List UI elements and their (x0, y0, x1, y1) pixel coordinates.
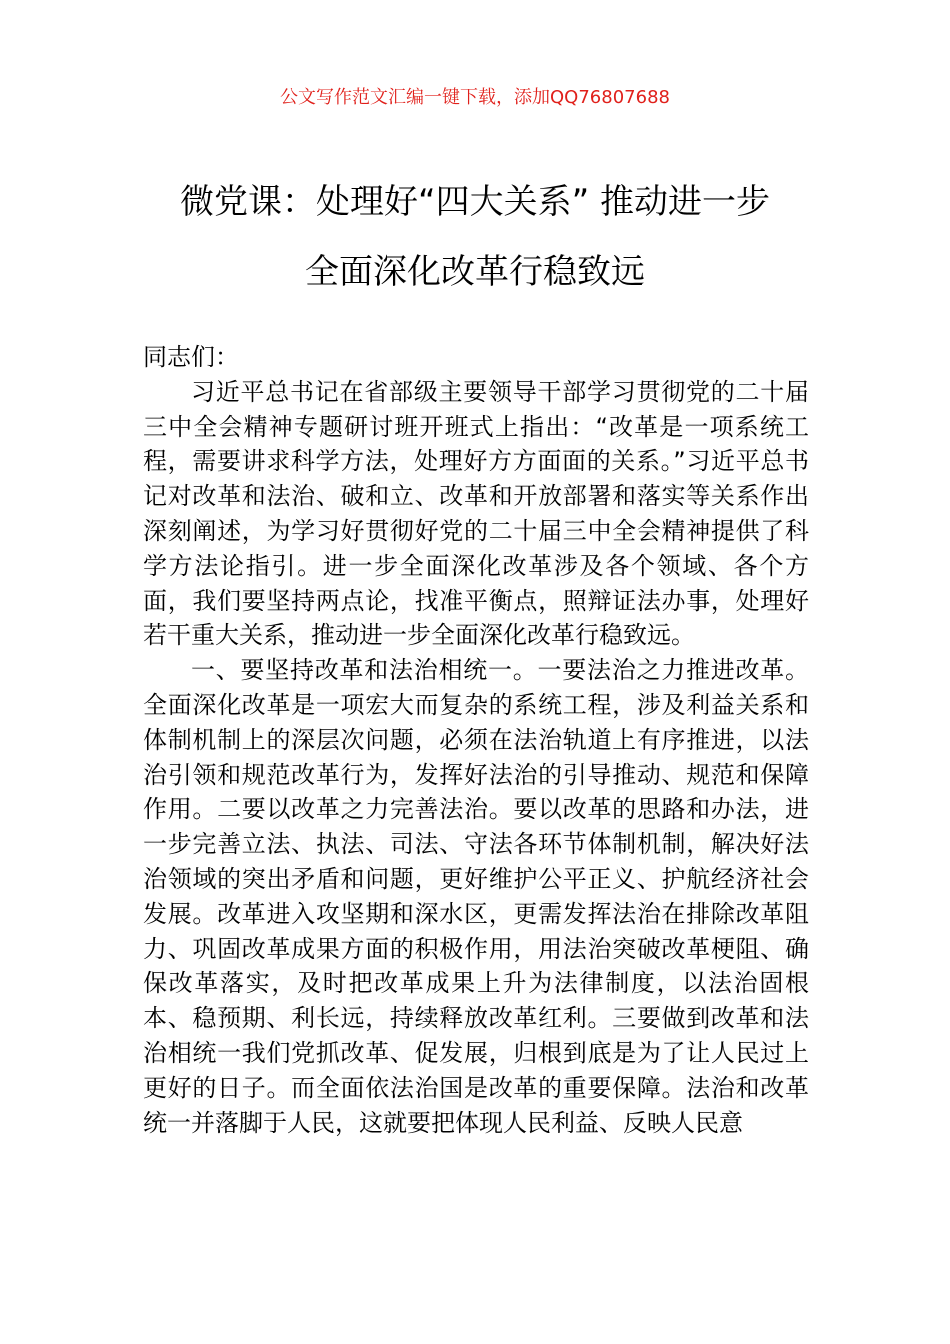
paragraph-section-1: 一、要坚持改革和法治相统一。一要法治之力推进改革。全面深化改革是一项宏大而复杂的系统工程，涉及利益关系和体制机制上的深层次问题，必须在法治轨道上有序推进，以法治引领和规范改革行为，发挥好法治的引导推动、规范和保障作用。二要以改革之力完善法治。要以改革的思路和办法，进一步完善立法、执法、司法、守法各环节体制机制，解决好法治领域的突出矛盾和问题，更好维护公平正义、护航经济社会发展。改革进入攻坚期和深水区，更需发挥法治在排除改革阻力、巩固改革成果方面的积极作用，用法治突破改革梗阻、确保改革落实，及时把改革成果上升为法律制度，以法治固根本、稳预期、利长远，持续释放改革红利。三要做到改革和法治相统一我们党抓改革、促发展，归根到底是为了让人民过上更好的日子。而全面依法治国是改革的重要保障。法治和改革统一并落脚于人民，这就要把体现人民利益、反映人民意 (143, 656, 809, 1137)
header-note: 公文写作范文汇编一键下载，添加QQ76807688 (280, 87, 670, 108)
document-title-line-2: 全面深化改革行稳致远 (305, 252, 645, 292)
paragraph-intro: 习近平总书记在省部级主要领导干部学习贯彻党的二十届三中全会精神专题研讨班开班式上指出：“改革是一项系统工程，需要讲求科学方法，处理好方方面面的关系。”习近平总书记对改革和法治、破和立、改革和开放部署和落实等关系作出深刻阐述，为学习好贯彻好党的二十届三中全会精神提供了科学方法论指引。进一步全面深化改革涉及各个领域、各个方面，我们要坚持两点论，找准平衡点，照辩证法办事，处理好若干重大关系，推动进一步全面深化改革行稳致远。 (143, 377, 809, 650)
document-body (143, 340, 809, 1140)
salutation: 同志们： (143, 343, 239, 371)
document-title-line-1: 微党课：处理好“四大关系” 推动进一步 (179, 182, 771, 222)
